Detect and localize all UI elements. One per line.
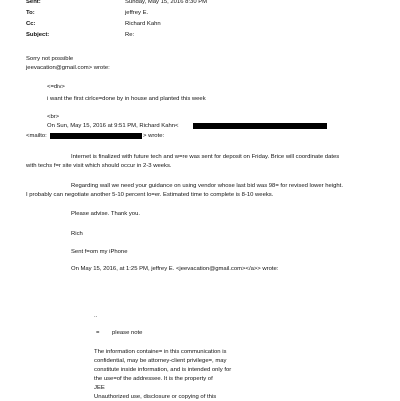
body-line: jeevacation@gmail.com> wrote: [26,65,110,71]
redaction-bar [50,133,142,139]
body-line: Sorry not possible [26,56,74,62]
disclaimer-line: JEE [94,385,105,391]
body-line: with techs f=r site visit which should occur in 2-3 weeks. [26,163,172,169]
body-line: <mailto: [26,133,47,139]
body-line: Regarding wall we need your guidance on using vendor whose last bid was 98= for revised lower height. [71,183,343,189]
please-note: please note [112,330,143,336]
body-line: > wrote: [143,133,165,139]
disclaimer-line: the use=of the addressee. It is the property of [94,376,213,382]
body-line: i want the first cirlce=done by in house and planted this week [47,96,206,102]
body-line: I probably can negotiate another 5-10 percent lo=er. Estimated time to complete is 8-10 weeks. [26,192,274,198]
sent-label: Sent: [26,0,41,5]
ellipsis: .. [94,313,98,319]
sent-value: Sunday, May 15, 2016 8:30 PM [125,0,208,5]
cc-label: Cc: [26,21,36,27]
subject-value: Re: [125,32,135,38]
disclaimer-line: confidential, may be attorney-client privilege=, may [94,358,227,364]
body-line: Internet is finalized with future tech and w=re was sent for deposit on Friday. Brice will coordinate dates [71,154,340,160]
body-line: <=div> [47,84,65,90]
disclaimer-line: The information containe= in this communication is [94,349,227,355]
to-value: jeffrey E. [125,10,149,16]
disclaimer-line: Unauthorized use, disclosure or copying of this [94,394,217,400]
subject-label: Subject: [26,32,50,38]
body-line: On May 15, 2016, at 1:25 PM, jeffrey E. <jeevacation@gmail.com></a>> wrote: [71,266,279,272]
body-line: <br> [47,114,60,120]
disclaimer-line: constitute inside information, and is intended only for [94,367,232,373]
signature: Rich [71,231,83,237]
body-line: Please advise. Thank you. [71,211,140,217]
redaction-bar [193,123,327,129]
bullet: = [96,330,100,336]
body-line: Sent f=om my iPhone [71,249,128,255]
cc-value: Richard Kahn [125,21,161,27]
to-label: To: [26,10,35,16]
body-line: On Sun, May 15, 2016 at 9:51 PM, Richard Kahn< [47,123,179,129]
